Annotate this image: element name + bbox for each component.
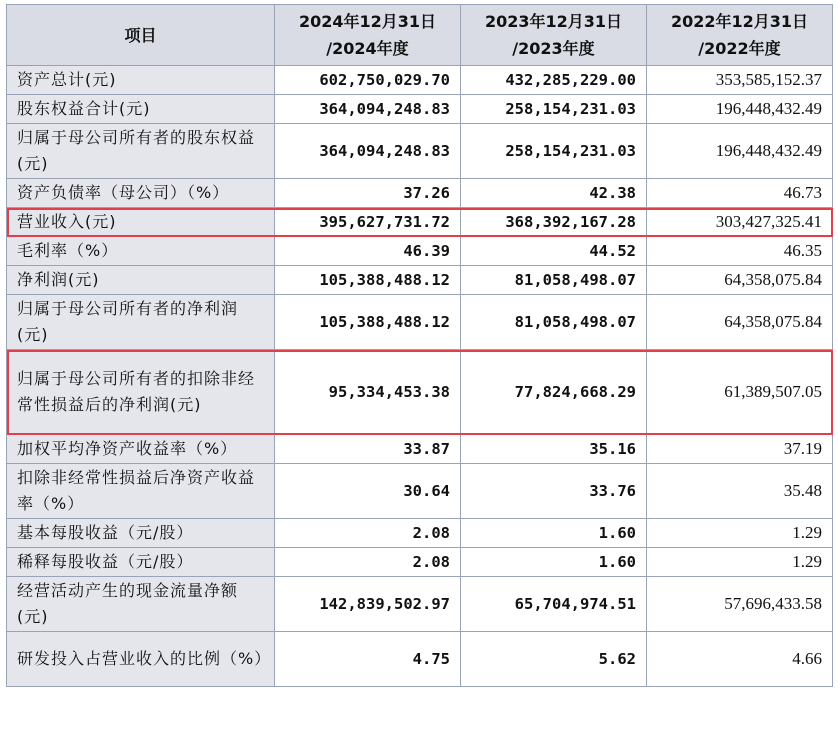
value-2024: 2.08 — [275, 519, 461, 548]
value-2023: 5.62 — [461, 632, 647, 687]
table-row — [7, 237, 833, 266]
value-2023: 81,058,498.07 — [461, 266, 647, 295]
table-row — [7, 435, 833, 464]
header-2024 — [275, 5, 461, 66]
value-2023: 368,392,167.28 — [461, 208, 647, 237]
value-2023: 1.60 — [461, 548, 647, 577]
row-label: 资产负债率（母公司）（%） — [7, 179, 275, 208]
value-2024: 364,094,248.83 — [275, 124, 461, 179]
table-row — [7, 632, 833, 687]
table-row — [7, 266, 833, 295]
value-2024: 395,627,731.72 — [275, 208, 461, 237]
table-row — [7, 548, 833, 577]
value-2022: 46.73 — [647, 179, 833, 208]
row-label: 净利润(元) — [7, 266, 275, 295]
row-label: 扣除非经常性损益后净资产收益率（%） — [7, 464, 275, 519]
value-2022: 4.66 — [647, 632, 833, 687]
row-label: 资产总计(元) — [7, 66, 275, 95]
value-2024: 105,388,488.12 — [275, 295, 461, 350]
value-2022: 64,358,075.84 — [647, 295, 833, 350]
value-2023: 65,704,974.51 — [461, 577, 647, 632]
value-2023: 1.60 — [461, 519, 647, 548]
row-label: 加权平均净资产收益率（%） — [7, 435, 275, 464]
table-row — [7, 519, 833, 548]
header-row — [7, 5, 833, 66]
value-2022: 61,389,507.05 — [647, 350, 833, 435]
value-2024: 602,750,029.70 — [275, 66, 461, 95]
financial-data-table — [6, 4, 833, 687]
header-2024-year: /2024年度 — [326, 39, 409, 58]
header-2023 — [461, 5, 647, 66]
header-2024-date: 2024年12月31日 — [298, 12, 437, 31]
value-2024: 95,334,453.38 — [275, 350, 461, 435]
value-2022: 64,358,075.84 — [647, 266, 833, 295]
table-row — [7, 295, 833, 350]
value-2022: 37.19 — [647, 435, 833, 464]
row-label: 经营活动产生的现金流量净额(元) — [7, 577, 275, 632]
value-2023: 77,824,668.29 — [461, 350, 647, 435]
value-2022: 303,427,325.41 — [647, 208, 833, 237]
row-label: 归属于母公司所有者的净利润(元) — [7, 295, 275, 350]
table-row — [7, 464, 833, 519]
value-2022: 57,696,433.58 — [647, 577, 833, 632]
value-2024: 46.39 — [275, 237, 461, 266]
value-2024: 4.75 — [275, 632, 461, 687]
row-label: 归属于母公司所有者的扣除非经常性损益后的净利润(元) — [7, 350, 275, 435]
value-2022: 196,448,432.49 — [647, 95, 833, 124]
header-2023-year: /2023年度 — [512, 39, 595, 58]
value-2022: 35.48 — [647, 464, 833, 519]
value-2022: 1.29 — [647, 519, 833, 548]
value-2024: 30.64 — [275, 464, 461, 519]
value-2023: 35.16 — [461, 435, 647, 464]
row-label: 毛利率（%） — [7, 237, 275, 266]
value-2024: 142,839,502.97 — [275, 577, 461, 632]
value-2023: 44.52 — [461, 237, 647, 266]
value-2022: 46.35 — [647, 237, 833, 266]
value-2023: 258,154,231.03 — [461, 95, 647, 124]
value-2024: 105,388,488.12 — [275, 266, 461, 295]
header-2023-date: 2023年12月31日 — [484, 12, 623, 31]
value-2023: 42.38 — [461, 179, 647, 208]
value-2022: 1.29 — [647, 548, 833, 577]
table-row-highlighted — [7, 350, 833, 435]
value-2024: 364,094,248.83 — [275, 95, 461, 124]
row-label: 归属于母公司所有者的股东权益(元) — [7, 124, 275, 179]
value-2024: 33.87 — [275, 435, 461, 464]
header-2022-year: /2022年度 — [698, 39, 781, 58]
value-2024: 37.26 — [275, 179, 461, 208]
header-item: 项目 — [7, 5, 275, 66]
value-2024: 2.08 — [275, 548, 461, 577]
row-label: 股东权益合计(元) — [7, 95, 275, 124]
table-row — [7, 179, 833, 208]
table-row-highlighted — [7, 208, 833, 237]
value-2023: 81,058,498.07 — [461, 295, 647, 350]
header-2022-date: 2022年12月31日 — [670, 12, 809, 31]
row-label: 营业收入(元) — [7, 208, 275, 237]
row-label: 基本每股收益（元/股） — [7, 519, 275, 548]
row-label: 研发投入占营业收入的比例（%） — [7, 632, 275, 687]
table-row — [7, 577, 833, 632]
value-2022: 353,585,152.37 — [647, 66, 833, 95]
table-row — [7, 95, 833, 124]
value-2023: 258,154,231.03 — [461, 124, 647, 179]
value-2023: 432,285,229.00 — [461, 66, 647, 95]
value-2022: 196,448,432.49 — [647, 124, 833, 179]
table-row — [7, 66, 833, 95]
header-2022 — [647, 5, 833, 66]
table-row — [7, 124, 833, 179]
row-label: 稀释每股收益（元/股） — [7, 548, 275, 577]
value-2023: 33.76 — [461, 464, 647, 519]
